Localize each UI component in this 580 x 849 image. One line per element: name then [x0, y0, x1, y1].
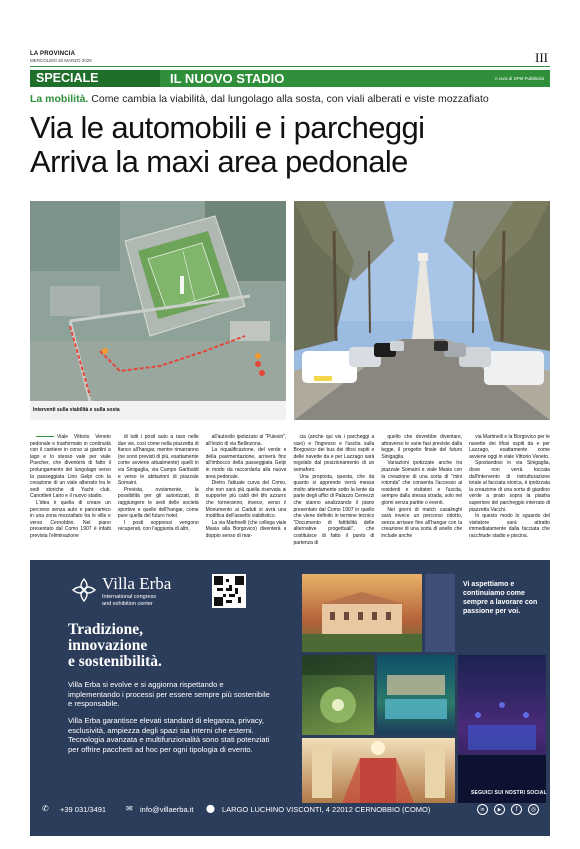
section-label: SPECIALE	[30, 70, 160, 87]
article-paragraph: Viale Vittorio Veneto pedonale e trasformato in continuità con il cantiere in corso ai giardini a lago e lo stesso vale per viale Puecher, che diventerà di fatto il prolungamento del lungolago verso la passeggiata Lino Gelpi con la creazione di un viale alberato tra le sedi storiche di Yacht club, Canottieri Lario e il nuovo stadio.	[30, 434, 111, 500]
article-paragraph: all'autosilo ipotizzato al "Pulesin", all'inizio di via Bellinzona.	[205, 434, 287, 447]
ad-photo-pool	[377, 655, 455, 735]
street-photo	[294, 201, 550, 420]
qr-code[interactable]	[212, 574, 246, 608]
article-paragraph: cia (anche qui via i parcheggi a raso) e l'ingresso e l'uscita sulla Borgovico dei bus dei tifosi ospiti e delle navette da e per Lazzago sarà regolato dal posizionamento di un semaforo.	[293, 434, 375, 473]
ad-address: LARGO LUCHINO VISCONTI, 4 22012 CERNOBBIO (COMO)	[222, 805, 431, 814]
article-column-6	[469, 434, 550, 548]
article-paragraph: quello che dovrebbe diventare, attraverso le varie fasi previste dalla legge, il progetto finale del futuro Sinigaglia.	[381, 434, 463, 460]
event-illustration	[458, 655, 546, 803]
article-paragraph: I posti soppressi vengono recuperati, con l'aggiunta di altri,	[117, 519, 199, 533]
section-title: IL NUOVO STADIO	[170, 71, 285, 86]
kicker	[30, 93, 489, 105]
ad-slogan-line2: innovazione	[68, 637, 148, 654]
ad-paragraph-1: Villa Erba si evolve e si aggiorna rispettando e implementando i processi per essere sempre più sostenibile e responsabile.	[68, 680, 270, 709]
ad-photo-garden	[302, 655, 374, 735]
article-paragraph: Prevista, ovviamente, la possibilità per gli autorizzati, di raggiungere le sedi delle società sportive e quelle dell'hangar, come pure quella del futuro hotel.	[117, 486, 199, 520]
ad-right-text: Vi aspettiamo e continuiamo come sempre a lavorare con passione per voi.	[463, 581, 538, 615]
ad-photo-hall	[302, 738, 455, 803]
social-icons	[477, 804, 539, 815]
pool-illustration	[377, 655, 455, 735]
qr-code-icon	[214, 576, 244, 606]
article-column-5	[381, 434, 462, 548]
street-illustration	[294, 201, 550, 420]
headline	[30, 111, 424, 179]
article-paragraph: L'idea è quella di creare un percorso senza auto e panoramico in una zona mozzafiato tra le ville e verso Cernobbio. Nel piano presentato dal Como 1907 è infatti prevista l'eliminazione	[30, 499, 111, 539]
ad-brand-sub1: International congress	[102, 594, 157, 600]
article-column-3	[206, 434, 287, 548]
kicker-text: Come cambia la viabilità, dal lungolago alla sosta, con viali alberati e viste mozzafiato	[91, 93, 489, 105]
lead-rule	[36, 436, 54, 438]
phone-icon: ✆	[42, 804, 49, 813]
social-label: SEGUICI SUI NOSTRI SOCIAL	[471, 790, 547, 796]
headline-line1: Via le automobili e i parcheggi	[30, 110, 425, 145]
ad-slogan-line3: e sostenibilità.	[68, 653, 162, 670]
aerial-photo	[30, 201, 286, 401]
garden-illustration	[302, 655, 374, 735]
page-number: III	[535, 50, 548, 65]
article-body	[30, 434, 550, 548]
section-credit: A cura di SPM Pubblicità	[494, 76, 544, 81]
villa-building-illustration	[302, 574, 422, 652]
ad-photo-event	[458, 655, 546, 803]
article-paragraph: Dietro l'attuale curva del Como, che non sarà più quella riservata ai supporter più caldi del tifo azzurro che torneranno, invece, verso il Monumento ai Caduti si avrà una modifica dell'assetto viabilistico.	[205, 480, 287, 520]
headline-line2: Arriva la maxi area pedonale	[30, 144, 408, 179]
location-pin-icon: ⬤	[206, 804, 215, 813]
article-paragraph: La via Martinelli (che collega viale Masia alla Borgovico) diventerà a doppio senso di mar-	[205, 519, 287, 539]
ad-photo-strip	[425, 574, 455, 652]
hall-illustration	[302, 738, 455, 803]
article-paragraph: In questo modo lo sguardo del visitatore sarà attratto immediatamente dalla facciata che racchiude stadio e piscina.	[469, 513, 550, 539]
youtube-icon[interactable]: ▶	[494, 804, 505, 815]
article-paragraph: via Martinelli e la Borgovico per le navette dei tifosi ospiti da e per Lazzago, esattamente come avviene oggi in viale Vittorio Veneto.	[469, 434, 550, 460]
ad-slogan	[68, 622, 162, 670]
article-paragraph: La riqualificazione, del verde e della pavimentazione, arriverà fino all'imbocco della passeggiata Gelpi in modo da raccordarla alla nuova area pedonale.	[205, 447, 287, 480]
ad-photo-villa	[302, 574, 422, 652]
ad-paragraph-2: Villa Erba garantisce elevati standard di eleganza, privacy, esclusività, ampiezza degli spazi sia interni che esterni. Tecnologia avanzata e multifunzionalità sono stati potenziati per offrire pacchetti ad hoc per ogni tipologia di evento.	[68, 716, 270, 754]
header-rule	[30, 66, 550, 67]
article-paragraph: Spostandosi in via Sinigaglia, dove non verrà toccata dall'intervento di ristrutturazione totale al facciata storica, è ipotizzata la creazione di una sorta di giardino verde a prato sopra la piastra superiore del parcheggio interrato di piazzetta Vacchi.	[469, 460, 550, 513]
article-paragraph: di tutti i posti auto a raso nelle due vie, così come nella piazzetta di fianco all'hangar, mentre rimarranno (ne sono previsti di più, esattamente come avviene attualmente) quelli in via Sinigaglia, via Campo Garibaldi e verso le abitazioni di piazzale Somaini.	[117, 434, 199, 487]
villa-erba-ad[interactable]	[30, 560, 550, 836]
article-paragraph: Una proposta, questa, che da quanto si apprende verrà messa molto attentamente sotto la lente da parte degli uffici di Palazzo Cernezzi che stanno analizzando il piano presentato dal Como 1907 in quello che viene definito in termine tecnico "Documento di fattibilità delle alternative progettuali", che costituisce di fatto il punto di partenza di	[293, 473, 375, 546]
ad-brand: Villa Erba	[102, 574, 172, 593]
ad-brand-subtitle	[102, 594, 156, 608]
ad-phone[interactable]: +39 031/3491	[60, 805, 107, 814]
aerial-map-illustration	[30, 201, 286, 401]
instagram-icon[interactable]: ◎	[528, 804, 539, 815]
ad-email[interactable]: info@villaerba.it	[140, 805, 194, 814]
facebook-icon[interactable]: f	[511, 804, 522, 815]
photo-caption: Interventi sulla viabilità e sulla sosta	[30, 401, 286, 420]
article-paragraph: Nei giorni di match casalinghi sarà invece un percorso ridotto, senza arrivare fino all'hangar con la creazione di una sorta di anello che include anche	[381, 506, 463, 539]
email-icon: ✉	[126, 804, 133, 813]
masthead-title: LA PROVINCIA	[30, 51, 76, 57]
linkedin-icon[interactable]: in	[477, 804, 488, 815]
masthead-date: MERCOLEDÌ 26 MARZO 2025	[30, 58, 92, 63]
kicker-lead: La mobilità.	[30, 93, 89, 105]
article-column-1	[30, 434, 111, 548]
ad-brand-sub2: and exhibition center	[102, 601, 153, 607]
villa-erba-logo	[70, 576, 98, 609]
villa-erba-logo-mark-icon	[70, 576, 98, 604]
article-paragraph: Variazioni ipotizzate anche tra piazzale Somaini e viale Masia con la creazione di una sorta di "mini rotonda" che consenta l'accesso ai residenti e visitatori e l'uscita, sempre dalla stessa strada, solo nei giorni senza partite o eventi.	[381, 460, 463, 506]
article-column-4	[293, 434, 374, 548]
article-column-2	[118, 434, 199, 548]
ad-slogan-line1: Tradizione,	[68, 621, 144, 638]
